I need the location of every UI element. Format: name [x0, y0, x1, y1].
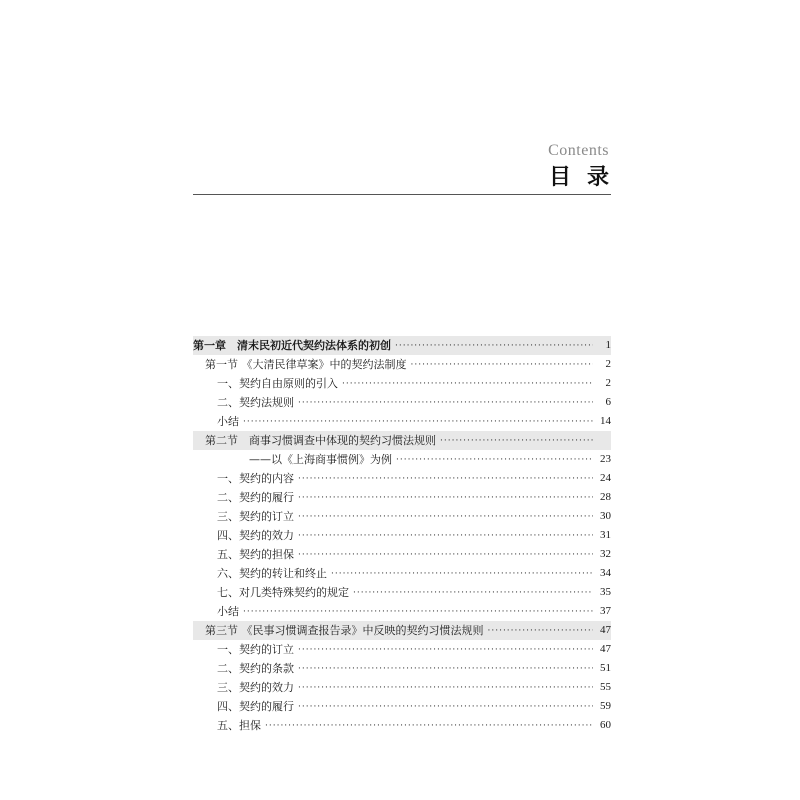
toc-entry[interactable]	[193, 678, 611, 697]
toc-entry-page-number: 34	[600, 567, 611, 579]
dot-leader	[243, 602, 593, 621]
table-of-contents	[193, 336, 611, 735]
dot-leader	[395, 336, 593, 355]
dot-leader	[298, 697, 593, 716]
toc-entry-page-number: 1	[605, 339, 611, 351]
toc-entry[interactable]	[193, 583, 611, 602]
dot-leader	[298, 640, 593, 659]
toc-entry[interactable]	[193, 412, 611, 431]
toc-entry-title: 六、契约的转让和终止	[217, 567, 327, 580]
dot-leader	[298, 488, 593, 507]
toc-entry-title: 二、契约的履行	[217, 491, 294, 504]
toc-entry-page-number: 23	[600, 453, 611, 465]
toc-entry-page-number: 6	[605, 396, 611, 408]
toc-entry-title: 小结	[217, 605, 239, 618]
toc-entry-title: 七、对几类特殊契约的规定	[217, 586, 349, 599]
toc-entry[interactable]	[193, 488, 611, 507]
toc-entry-page-number: 31	[600, 529, 611, 541]
toc-entry[interactable]	[193, 450, 611, 469]
toc-entry-page-number: 37	[600, 605, 611, 617]
dot-leader	[411, 355, 594, 374]
dot-leader	[265, 716, 593, 735]
toc-entry-title: ——以《上海商事惯例》为例	[249, 453, 392, 466]
toc-entry-page-number: 30	[600, 510, 611, 522]
dot-leader	[396, 450, 593, 469]
toc-entry[interactable]	[193, 640, 611, 659]
toc-entry-title: 一、契约的订立	[217, 643, 294, 656]
toc-entry-title: 四、契约的履行	[217, 700, 294, 713]
toc-entry[interactable]	[193, 393, 611, 412]
toc-entry-page-number: 51	[600, 662, 611, 674]
toc-entry-title: 小结	[217, 415, 239, 428]
toc-entry-title: 一、契约自由原则的引入	[217, 377, 338, 390]
toc-entry-page-number: 2	[605, 377, 611, 389]
toc-entry-page-number: 55	[600, 681, 611, 693]
toc-entry-page-number: 60	[600, 719, 611, 731]
contents-heading-en: Contents	[548, 142, 609, 159]
toc-entry-page-number: 35	[600, 586, 611, 598]
dot-leader	[331, 564, 593, 583]
toc-entry[interactable]	[193, 621, 611, 640]
toc-entry-page-number: 47	[600, 643, 611, 655]
toc-entry-page-number: 59	[600, 700, 611, 712]
toc-entry-page-number: 47	[600, 624, 611, 636]
contents-heading-cn: 目录	[548, 165, 625, 190]
toc-entry[interactable]	[193, 507, 611, 526]
dot-leader	[298, 659, 593, 678]
dot-leader	[488, 621, 594, 640]
toc-entry-title: 一、契约的内容	[217, 472, 294, 485]
toc-entry-title: 五、契约的担保	[217, 548, 294, 561]
toc-entry[interactable]	[193, 355, 611, 374]
toc-entry-page-number: 24	[600, 472, 611, 484]
dot-leader	[298, 678, 593, 697]
toc-entry-title: 第二节 商事习惯调查中体现的契约习惯法规则	[205, 434, 436, 447]
toc-entry-title: 三、契约的订立	[217, 510, 294, 523]
dot-leader	[298, 507, 593, 526]
dot-leader	[298, 526, 593, 545]
dot-leader	[298, 469, 593, 488]
dot-leader	[243, 412, 593, 431]
dot-leader	[342, 374, 593, 393]
dot-leader	[298, 393, 593, 412]
header-rule	[193, 194, 611, 195]
toc-entry[interactable]	[193, 526, 611, 545]
toc-entry[interactable]	[193, 659, 611, 678]
toc-entry-title: 三、契约的效力	[217, 681, 294, 694]
toc-entry[interactable]	[193, 374, 611, 393]
toc-entry[interactable]	[193, 564, 611, 583]
toc-entry-title: 二、契约法规则	[217, 396, 294, 409]
toc-entry-page-number: 32	[600, 548, 611, 560]
dot-leader	[440, 431, 593, 450]
toc-entry-page-number: 2	[605, 358, 611, 370]
toc-entry-page-number: 14	[600, 415, 611, 427]
toc-entry-title: 第一节 《大清民律草案》中的契约法制度	[205, 358, 407, 371]
toc-entry-page-number: 28	[600, 491, 611, 503]
toc-entry-title: 第一章 清末民初近代契约法体系的初创	[193, 339, 391, 352]
toc-entry-title: 二、契约的条款	[217, 662, 294, 675]
toc-entry[interactable]	[193, 545, 611, 564]
toc-entry-title: 四、契约的效力	[217, 529, 294, 542]
dot-leader	[298, 545, 593, 564]
toc-entry[interactable]	[193, 469, 611, 488]
toc-entry[interactable]	[193, 602, 611, 621]
toc-entry[interactable]	[193, 336, 611, 355]
dot-leader	[353, 583, 593, 602]
toc-entry[interactable]	[193, 431, 611, 450]
toc-entry-title: 五、担保	[217, 719, 261, 732]
toc-entry[interactable]	[193, 716, 611, 735]
toc-entry[interactable]	[193, 697, 611, 716]
toc-entry-title: 第三节 《民事习惯调查报告录》中反映的契约习惯法规则	[205, 624, 484, 637]
